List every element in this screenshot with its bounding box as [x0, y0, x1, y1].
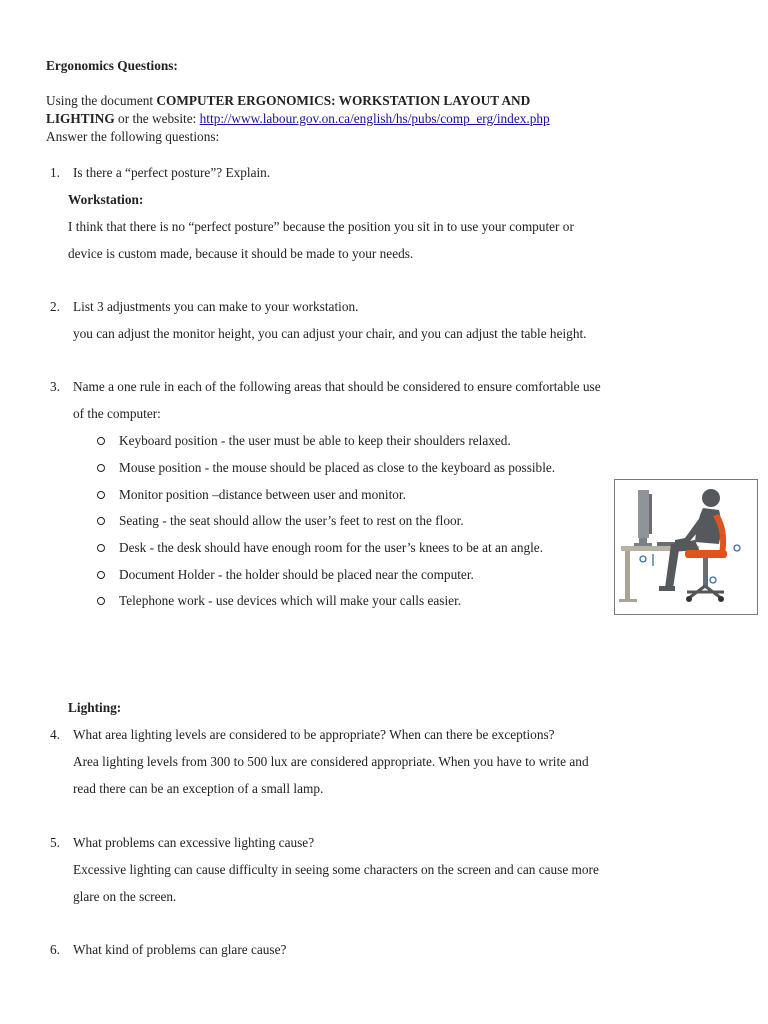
- list-bullet: [97, 597, 105, 605]
- intro-middle: or the website:: [114, 111, 200, 126]
- workstation-illustration: [614, 479, 758, 615]
- q2-answer: you can adjust the monitor height, you can adjust your chair, and you can adjust the table height.: [73, 326, 587, 341]
- list-bullet: [97, 517, 105, 525]
- q5-number: 5.: [50, 835, 60, 850]
- list-bullet: [97, 571, 105, 579]
- q6-question: What kind of problems can glare cause?: [73, 942, 287, 957]
- q3-number: 3.: [50, 379, 60, 394]
- q6-number: 6.: [50, 942, 60, 957]
- list-bullet: [97, 437, 105, 445]
- q2-question: List 3 adjustments you can make to your workstation.: [73, 299, 359, 314]
- list-item: Keyboard position - the user must be able to keep their shoulders relaxed.: [119, 433, 511, 448]
- q1-question: Is there a “perfect posture”? Explain.: [73, 165, 271, 180]
- list-item: Seating - the seat should allow the user’s feet to rest on the floor.: [119, 513, 464, 528]
- list-bullet: [97, 544, 105, 552]
- q1-number: 1.: [50, 165, 60, 180]
- person-silhouette: [702, 489, 720, 507]
- list-item: Document Holder - the holder should be placed near the computer.: [119, 567, 474, 582]
- q4-answer-line-2: read there can be an exception of a small lamp.: [73, 781, 324, 796]
- doc-title-line-2: LIGHTING: [46, 111, 115, 126]
- list-item: Monitor position –distance between user and monitor.: [119, 487, 406, 502]
- q1-answer-line-2: device is custom made, because it should be made to your needs.: [68, 246, 414, 261]
- monitor-shape: [638, 490, 649, 538]
- list-item: Desk - the desk should have enough room for the user’s knees to be at an angle.: [119, 540, 544, 555]
- q3-question-line-1: Name a one rule in each of the following areas that should be considered to ensure comfortable use: [73, 379, 601, 394]
- list-item: Telephone work - use devices which will make your calls easier.: [119, 593, 462, 608]
- q4-answer-line-1: Area lighting levels from 300 to 500 lux are considered appropriate. When you have to write and: [73, 754, 589, 769]
- q3-question-line-2: of the computer:: [73, 406, 161, 421]
- list-bullet: [97, 464, 105, 472]
- document-heading: Ergonomics Questions:: [46, 58, 178, 73]
- intro-prefix: Using the document: [46, 93, 157, 108]
- intro-line-2: [46, 111, 550, 127]
- intro-line-1: [46, 93, 530, 109]
- list-item: Mouse position - the mouse should be placed as close to the keyboard as possible.: [119, 460, 556, 475]
- doc-title-line-1: COMPUTER ERGONOMICS: WORKSTATION LAYOUT AND: [156, 93, 531, 108]
- intro-line-3: Answer the following questions:: [46, 129, 220, 144]
- list-bullet: [97, 491, 105, 499]
- ergonomic-workstation-illustration-icon: [615, 480, 757, 614]
- workstation-heading: Workstation:: [68, 192, 144, 207]
- q2-number: 2.: [50, 299, 60, 314]
- q5-answer-line-2: glare on the screen.: [73, 889, 177, 904]
- q1-answer-line-1: I think that there is no “perfect posture” because the position you sit in to use your computer or: [68, 219, 574, 234]
- q5-answer-line-1: Excessive lighting can cause difficulty in seeing some characters on the screen and can cause more: [73, 862, 599, 877]
- q5-question: What problems can excessive lighting cause?: [73, 835, 315, 850]
- q4-number: 4.: [50, 727, 60, 742]
- website-link[interactable]: http://www.labour.gov.on.ca/english/hs/pubs/comp_erg/index.php: [199, 111, 550, 126]
- q4-question: What area lighting levels are considered to be appropriate? When can there be exceptions?: [73, 727, 555, 742]
- lighting-heading: Lighting:: [68, 700, 122, 715]
